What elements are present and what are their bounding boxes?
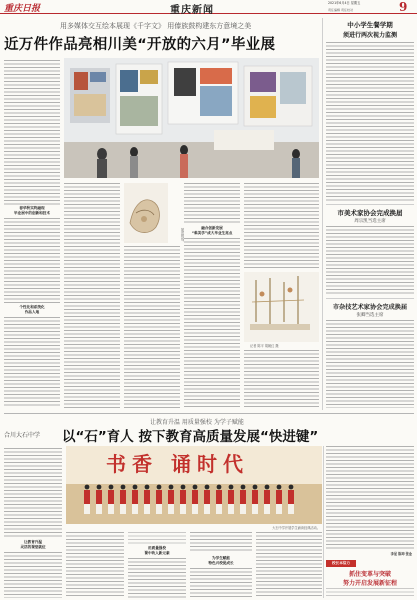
brief-divider — [326, 204, 414, 205]
brief-subheadline: 张卿当选主席 — [356, 313, 384, 318]
brief-divider — [326, 298, 414, 299]
article-text-column — [244, 350, 319, 408]
article-text-column — [4, 552, 62, 598]
bottom-story-headline: 以“石”育人 按下教育高质量发展“快进键” — [62, 429, 319, 445]
brief-text — [326, 320, 414, 408]
side-column-tag: 校长本信力 — [326, 560, 356, 567]
brief-headline: 须进行两次视力监测 — [342, 32, 397, 39]
article-text-column — [190, 532, 252, 552]
article-text-column — [184, 183, 240, 223]
article-text-column — [128, 558, 186, 598]
column-divider — [323, 446, 324, 598]
article-subhead: 融合创新发展 — [201, 226, 223, 230]
article-subhead: 春华秋实终融现 — [19, 206, 45, 210]
sculpture-illustration — [124, 183, 168, 243]
article-subhead: “难美学”成大毕业生亮点 — [191, 231, 233, 235]
sculpture-photo — [124, 183, 168, 243]
article-text-column — [128, 532, 186, 544]
story-divider — [4, 413, 414, 414]
brief-text — [326, 42, 414, 202]
article-text-column — [64, 183, 120, 408]
article-subhead: 特色兴校促成长 — [208, 561, 234, 565]
article-text-column — [66, 532, 124, 598]
article-subhead: 为学生赋能 — [212, 556, 230, 560]
article-subhead: 灵活的课堂就位 — [20, 545, 46, 549]
photo-caption: 展出现场。 — [180, 228, 184, 244]
artwork-illustration — [244, 272, 319, 342]
article-text-column — [4, 218, 60, 303]
school-name-tag: 合川大石中学 — [4, 432, 41, 439]
performance-photo — [66, 446, 322, 524]
photo-caption: 大石中学开展学生诵读经典活动。 — [272, 526, 320, 530]
top-story-headline: 近万件作品亮相川美“开放的六月”毕业展 — [4, 37, 276, 53]
bottom-story-kicker: 让教育升温 用质量强校 为学子赋能 — [150, 419, 244, 426]
exhibition-photo-scene — [64, 58, 319, 178]
article-subhead: 个性化和系统化 — [19, 305, 45, 309]
brief-text — [326, 226, 414, 296]
issue-editor: 责任编辑 责任校对 — [328, 8, 353, 12]
performance-banner-text: 书香 诵时代 — [106, 452, 249, 476]
artwork-photo — [244, 272, 319, 342]
brief-headline: 中小学生餐学期 — [347, 21, 393, 29]
side-headline: 努力开启发展新征程 — [342, 580, 397, 587]
brief-headline: 市美术家协会完成换届 — [337, 209, 403, 217]
article-text-column — [4, 448, 62, 538]
article-subhead: 让教育升温 — [24, 540, 42, 544]
article-text-column — [190, 568, 252, 598]
issue-date: 2021年6月4日 星期五 — [328, 1, 361, 5]
newspaper-name: 重庆日报 — [4, 4, 41, 14]
photo-caption: 记者 陈平 胡朝红 摄 — [250, 344, 279, 348]
article-text-column — [256, 532, 322, 598]
article-subhead: 毕业展中的创新和技术 — [14, 211, 50, 215]
column-divider — [322, 18, 323, 410]
page-number: 9 — [399, 0, 408, 14]
article-subhead: 课中吹入新元素 — [144, 551, 170, 555]
side-headline: 抓住变革与突破 — [348, 571, 391, 578]
article-text-column — [124, 246, 180, 408]
masthead — [0, 0, 417, 14]
article-subhead: 作品人地 — [24, 310, 40, 314]
section-title: 重庆新闻 — [170, 5, 214, 16]
brief-headline: 市杂技艺术家协会完成换届 — [332, 304, 408, 311]
article-text-column — [326, 446, 414, 550]
article-text-column — [184, 238, 240, 408]
exhibition-photo — [64, 58, 319, 178]
side-text — [326, 588, 414, 598]
author-line: 李星 陈坤 张金 — [390, 552, 412, 556]
article-subhead: 用质量强校 — [148, 546, 166, 550]
brief-subheadline: 周宗凯当选主席 — [354, 219, 386, 224]
article-text-column — [244, 183, 319, 268]
article-text-column — [4, 60, 60, 205]
article-text-column — [4, 317, 60, 407]
top-story-kicker: 用多媒体交互绘本展现《千字文》 用傣族鼓构建东方意境之美 — [60, 22, 252, 30]
